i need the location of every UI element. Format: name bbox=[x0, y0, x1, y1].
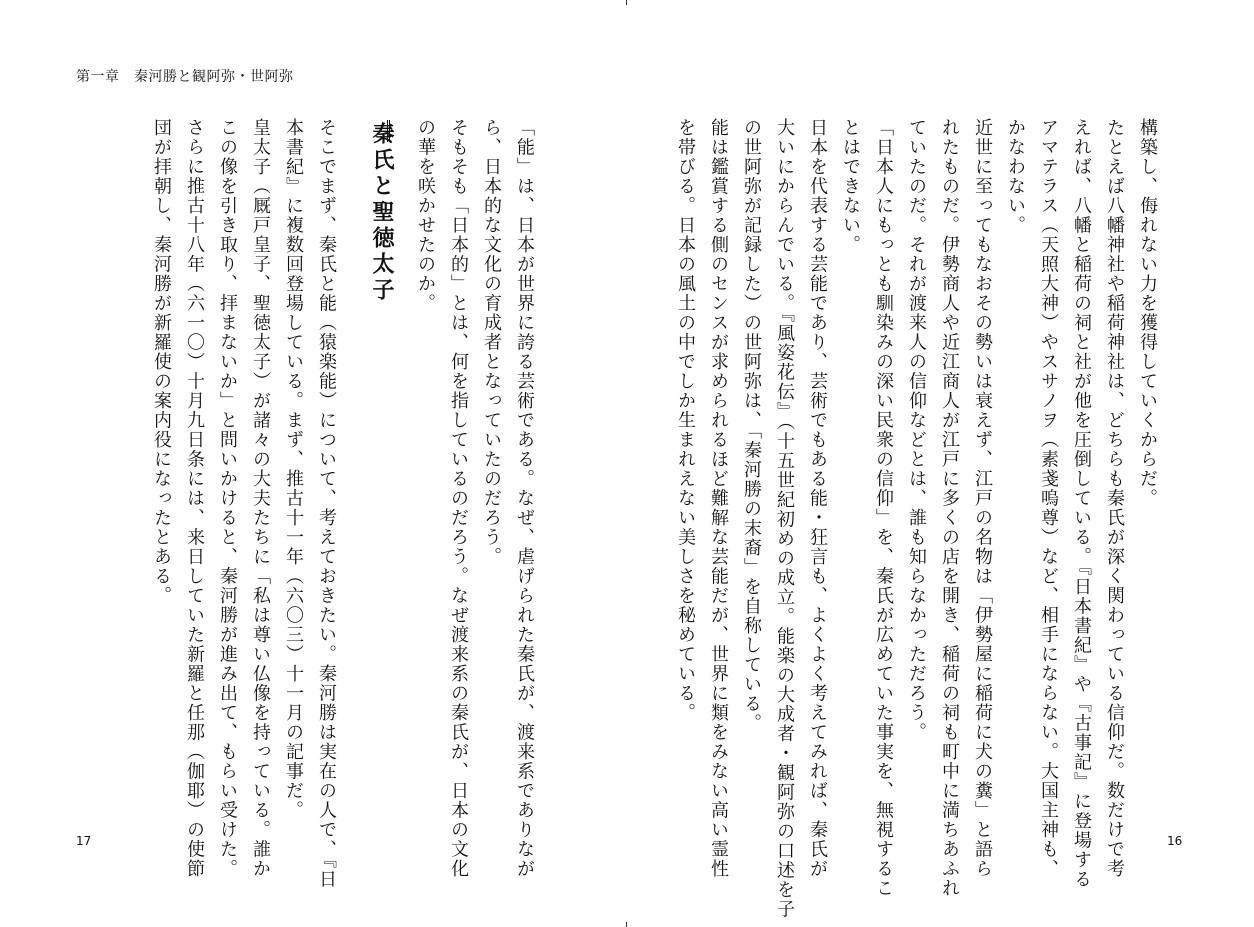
right-page bbox=[627, 0, 1254, 927]
paragraph-line: ていたのだ。それが渡来人の信仰などとは、誰も知らなかっただろう。 bbox=[906, 118, 927, 742]
paragraph-line: の華を咲かせたのか。 bbox=[415, 118, 436, 313]
paragraph-line: 皇太子（厩戸皇子、聖徳太子）が諸々の大夫たちに「私は尊い仏像を持っている。誰か bbox=[250, 118, 271, 879]
paragraph-line: たとえば八幡神社や稲荷神社は、どちらも秦氏が深く関わっている信仰だ。数だけで考 bbox=[1104, 118, 1125, 879]
paragraph-line: 大いにからんでいる。『風姿花伝』（十五世紀初めの成立。能楽の大成者・観阿弥の口述を子 bbox=[774, 118, 795, 919]
paragraph-line: アマテラス（天照大神）やスサノヲ（素戔嗚尊）など、相手にならない。大国主神も、 bbox=[1038, 118, 1059, 879]
paragraph-line: 構築し、侮れない力を獲得していくからだ。 bbox=[1137, 118, 1158, 508]
paragraph-line: を帯びる。日本の風土の中でしか生まれえない美しさを秘めている。 bbox=[675, 118, 696, 723]
paragraph-line: 団が拝朝し、秦河勝が新羅使の案内役になったとある。 bbox=[151, 118, 172, 606]
paragraph-line: の世阿弥が記録した）の世阿弥は、「秦河勝の末裔」を自称している。 bbox=[741, 118, 762, 733]
paragraph-line: 「日本人にもっとも馴染みの深い民衆の信仰」を、秦氏が広めていた事実を、無視するこ bbox=[873, 118, 894, 898]
paragraph-line: 近世に至ってもなおその勢いは衰えず、江戸の名物は「伊勢屋に稲荷に犬の糞」と語ら bbox=[972, 118, 993, 879]
paragraph-line: ら、日本的な文化の育成者となっていたのだろう。 bbox=[481, 118, 502, 567]
page-number-left: 17 bbox=[76, 834, 92, 848]
paragraph-line: れたものだ。伊勢商人や近江商人が江戸に多くの店を開き、稲荷の祠も町中に満ちあふれ bbox=[939, 118, 960, 898]
paragraph-line: 本書紀』に複数回登場している。まず、推古十一年（六〇三）十一月の記事だ。 bbox=[283, 118, 304, 820]
page-number-right: 16 bbox=[1167, 834, 1183, 848]
right-page-body-text bbox=[675, 118, 1164, 919]
running-head: 第一章 秦河勝と観阿弥・世阿弥 bbox=[76, 69, 294, 85]
paragraph-line: 「能」は、日本が世界に誇る芸術である。なぜ、虐げられた秦氏が、渡来系でありなが bbox=[514, 118, 535, 879]
paragraph-line: そもそも「日本的」とは、何を指しているのだろう。なぜ渡来系の秦氏が、日本の文化 bbox=[448, 118, 469, 879]
paragraph-line: さらに推古十八年（六一〇）十月九日条には、来日していた新羅と任那（伽耶）の使節 bbox=[184, 118, 205, 879]
paragraph-line: そこでまず、秦氏と能（猿楽能）について、考えておきたい。秦河勝は実在の人で、『日 bbox=[316, 118, 337, 889]
paragraph-line: 能は鑑賞する側のセンスが求められるほど難解な芸能だが、世界に類をみない高い霊性 bbox=[708, 118, 729, 879]
paragraph-line: この像を引き取り、拝まないか」と問いかけると、秦河勝が進み出て、もらい受けた。 bbox=[217, 118, 238, 879]
paragraph-line: 日本を代表する芸能であり、芸術でもある能・狂言も、よくよく考えてみれば、秦氏が bbox=[807, 118, 828, 879]
paragraph-line: かなわない。 bbox=[1005, 118, 1026, 235]
paragraph-line: とはできない。 bbox=[840, 118, 861, 255]
section-heading: 秦氏と聖徳太子 bbox=[369, 122, 394, 304]
paragraph-line: えれば、八幡と稲荷の祠と社が他を圧倒している。『日本書紀』や『古事記』に登場する bbox=[1071, 118, 1092, 889]
